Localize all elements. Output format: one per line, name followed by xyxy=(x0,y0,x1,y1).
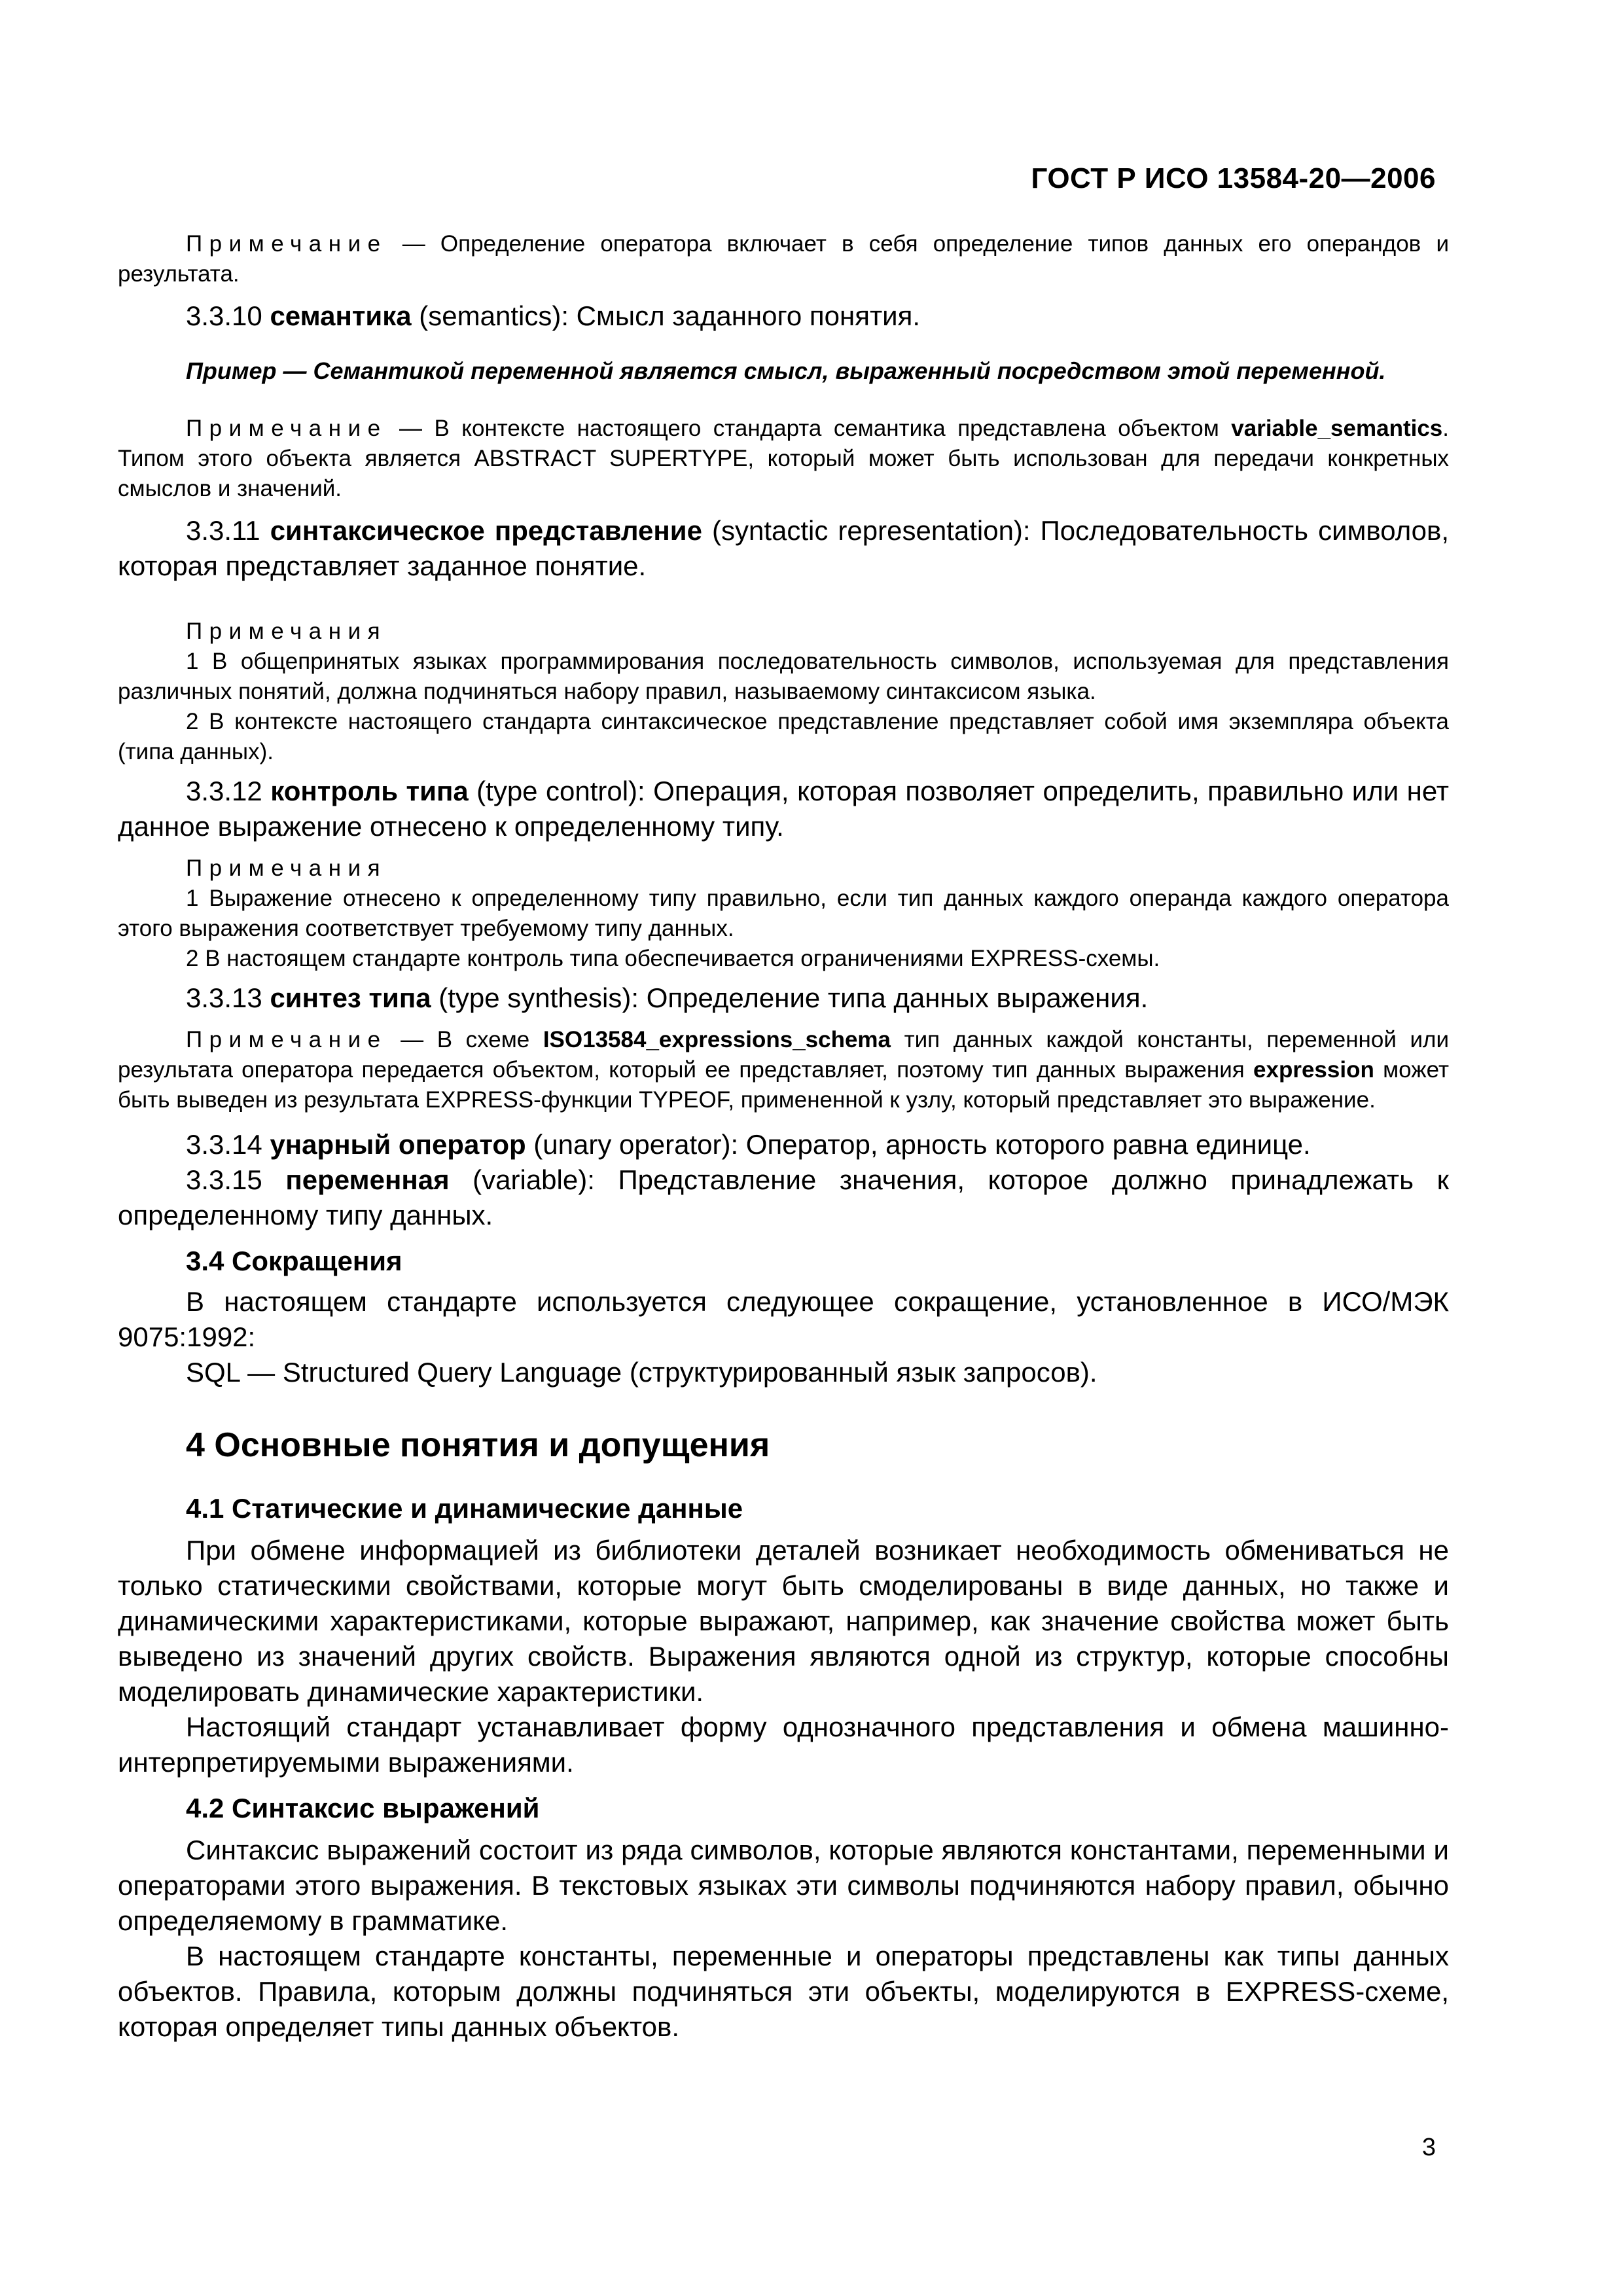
note-item-1: 1 В общепринятых языках программирования последовательность символов, используемая для представления различных понятий, должна подчиняться набору правил, называемому синтаксисом языка. xyxy=(118,649,1449,704)
term-definition: (semantics): Смысл заданного понятия. xyxy=(411,300,921,331)
term-number: 3.3.14 xyxy=(186,1129,262,1160)
note-3-3-9 xyxy=(118,229,1449,289)
term-3-3-11 xyxy=(118,513,1449,584)
note-label: Примечание xyxy=(186,231,387,257)
code-expression: expression xyxy=(1253,1057,1374,1083)
note-text: — В схеме xyxy=(387,1027,543,1052)
notes-label-3-3-12: Примечания xyxy=(186,855,387,881)
section-heading-4-1: 4.1 Статические и динамические данные xyxy=(186,1493,743,1524)
section-4-1-paragraph-2: Настоящий стандарт устанавливает форму однозначного представления и обмена машинно-интерпретируемыми выражениями. xyxy=(118,1712,1449,1778)
note-text-continued: тип данных каждой константы, переменной или результата оператора передается объектом, который ее представляет, поэтому тип данных выражения xyxy=(118,1027,1449,1083)
page-content xyxy=(118,229,1449,2045)
term-definition: (type control): Операция, которая позволяет определить, правильно или нет данное выражение отнесено к определенному типу. xyxy=(118,776,1450,842)
term-3-3-10 xyxy=(118,298,1449,334)
section-heading-3-4: 3.4 Сокращения xyxy=(186,1246,402,1276)
notes-label-3-3-11: Примечания xyxy=(186,619,387,644)
note-3-3-13 xyxy=(118,1025,1449,1115)
term-definition: (unary operator): Оператор, арность которого равна единице. xyxy=(526,1129,1311,1160)
section-4-2-paragraph-2: В настоящем стандарте константы, переменные и операторы представлены как типы данных объектов. Правила, которым должны подчиняться эти объекты, моделируются в EXPRESS-схеме, которая определяет типы данных объектов. xyxy=(118,1941,1449,2042)
term-number: 3.3.13 xyxy=(186,982,262,1013)
term-name: семантика xyxy=(270,300,412,331)
code-schema-name: ISO13584_expressions_schema xyxy=(543,1027,891,1052)
note-item-1: 1 Выражение отнесено к определенному типу правильно, если тип данных каждого операнда каждого оператора этого выражения соответствует требуемому типу данных. xyxy=(118,886,1449,941)
term-definition: (type synthesis): Определение типа данных выражения. xyxy=(431,982,1149,1013)
term-3-3-12 xyxy=(118,774,1449,844)
note-3-3-10 xyxy=(118,414,1449,504)
example-3-3-10: Пример — Семантикой переменной является смысл, выраженный посредством этой переменной. xyxy=(186,357,1386,384)
note-text: — Определение оператора включает в себя определение типов данных его операндов и результата. xyxy=(118,231,1449,287)
note-item-2: 2 В контексте настоящего стандарта синтаксическое представление представляет собой имя экземпляра объекта (типа данных). xyxy=(118,709,1449,764)
section-4-1-paragraph-1: При обмене информацией из библиотеки деталей возникает необходимость обмениваться не только статическими свойствами, которые могут быть смоделированы в виде данных, но также и динамическими характеристиками, которые выражают, например, как значение свойства может быть выведено из значений других свойств. Выражения являются одной из структур, которые способны моделировать динамические характеристики. xyxy=(118,1535,1449,1707)
document-number-header: ГОСТ Р ИСО 13584-20—2006 xyxy=(1031,162,1436,194)
code-variable-semantics: variable_semantics xyxy=(1231,416,1443,441)
term-number: 3.3.11 xyxy=(186,515,260,546)
note-label: Примечание xyxy=(186,1027,387,1052)
section-heading-4-2: 4.2 Синтаксис выражений xyxy=(186,1793,540,1823)
section-3-4-paragraph: В настоящем стандарте используется следующее сокращение, установленное в ИСО/МЭК 9075:1992: xyxy=(118,1286,1449,1352)
note-text: — В контексте настоящего стандарта семантика представлена объектом xyxy=(387,416,1232,441)
note-text-end: может быть выведен из результата EXPRESS-функции TYPEOF, примененной к узлу, который представляет это выражение. xyxy=(118,1057,1449,1113)
section-heading-4: 4 Основные понятия и допущения xyxy=(186,1426,770,1464)
term-number: 3.3.10 xyxy=(186,300,262,331)
note-text-continued: . Типом этого объекта является ABSTRACT SUPERTYPE, который может быть использован для передачи конкретных смыслов и значений. xyxy=(118,416,1449,501)
section-4-2-paragraph-1: Синтаксис выражений состоит из ряда символов, которые являются константами, переменными и операторами этого выражения. В текстовых языках эти символы подчиняются набору правил, обычно определяемому в грамматике. xyxy=(118,1835,1449,1936)
term-name: переменная xyxy=(285,1164,450,1195)
term-number: 3.3.12 xyxy=(186,776,262,806)
term-name: контроль типа xyxy=(270,776,469,806)
term-3-3-13 xyxy=(118,980,1449,1016)
term-name: унарный оператор xyxy=(270,1129,526,1160)
note-item-2: 2 В настоящем стандарте контроль типа обеспечивается ограничениями EXPRESS-схемы. xyxy=(186,946,1160,971)
term-3-3-14 xyxy=(118,1127,1449,1162)
term-number: 3.3.15 xyxy=(186,1164,262,1195)
term-name: синтаксическое представление xyxy=(270,515,702,546)
term-3-3-15 xyxy=(118,1162,1449,1233)
term-name: синтез типа xyxy=(270,982,431,1013)
abbreviation-sql: SQL — Structured Query Language (структурированный язык запросов). xyxy=(186,1357,1097,1388)
term-definition: (variable): Представление значения, которое должно принадлежать к определенному типу данных. xyxy=(118,1164,1449,1230)
page-number: 3 xyxy=(1421,2134,1436,2161)
term-definition: (syntactic representation): Последовательность символов, которая представляет заданное понятие. xyxy=(118,515,1450,581)
note-label: Примечание xyxy=(186,416,387,441)
